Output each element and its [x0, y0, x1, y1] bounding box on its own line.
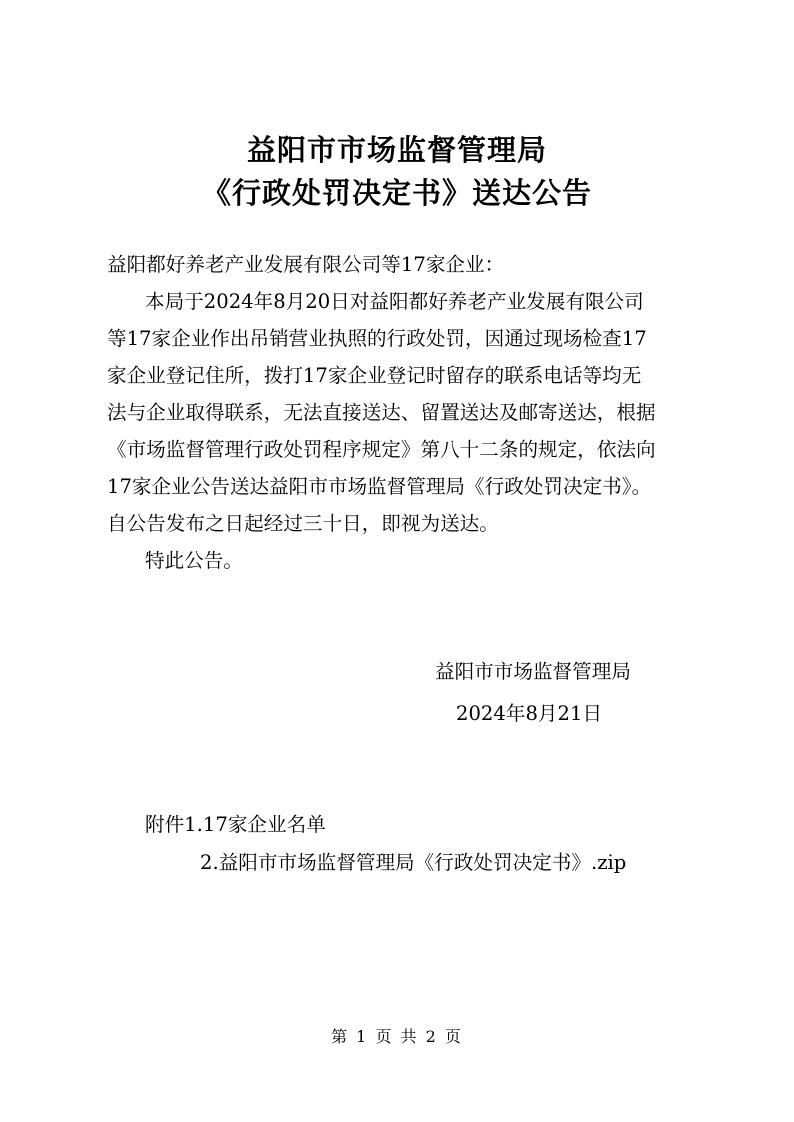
body-line-5: 《市场监督管理行政处罚程序规定》第八十二条的规定，依法向 [107, 438, 656, 461]
signature-date: 2024年8月21日 [456, 702, 603, 725]
body-line-3: 家企业登记住所，拨打17家企业登记时留存的联系电话等均无 [107, 364, 642, 387]
title-line-1: 益阳市市场监督管理局 [246, 133, 547, 167]
body-line-2: 等17家企业作出吊销营业执照的行政处罚，因通过现场检查17 [107, 327, 647, 350]
body-line-1: 本局于2024年8月20日对益阳都好养老产业发展有限公司 [145, 290, 644, 313]
closing-remark: 特此公告。 [145, 549, 243, 572]
attachment-item-2: 2.益阳市市场监督管理局《行政处罚决定书》.zip [200, 851, 627, 874]
salutation: 益阳都好养老产业发展有限公司等17家企业： [107, 253, 505, 276]
body-line-4: 法与企业取得联系，无法直接送达、留置送达及邮寄送达，根据 [107, 401, 656, 424]
page-number-footer: 第 1 页 共 2 页 [331, 1027, 463, 1046]
body-line-7: 自公告发布之日起经过三十日，即视为送达。 [107, 512, 499, 535]
signature-organization: 益阳市市场监督管理局 [435, 660, 631, 683]
body-line-6: 17家企业公告送达益阳市市场监督管理局《行政处罚决定书》。 [107, 475, 652, 498]
title-line-2: 《行政处罚决定书》送达公告 [201, 176, 592, 210]
attachment-item-1: 附件1.17家企业名单 [145, 813, 326, 836]
